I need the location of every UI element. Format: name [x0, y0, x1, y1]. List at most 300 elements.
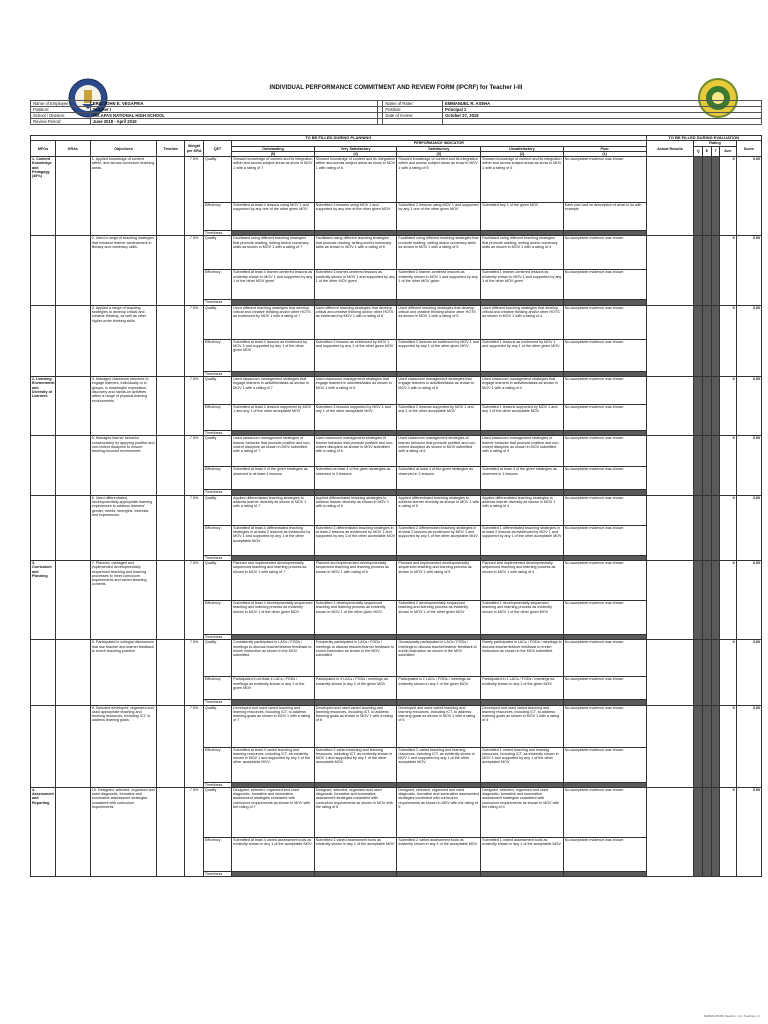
objective-text: 7. Planned, managed and implemented developmentally sequenced teaching and learning processes to meet curriculum requirements and varied teaching contexts.	[90, 560, 156, 639]
rating-ave-cell: 0	[720, 436, 736, 495]
objective-text: 8. Participated in collegial discussions that use teacher and learner feedback to enrich teaching practice	[90, 640, 156, 705]
rating-q-cell[interactable]	[694, 560, 703, 639]
efficiency-indicator-3: Submitted 2 developmentally sequenced teaching and learning process as evidently shown in MOV 1 of the other given MOV	[397, 600, 481, 634]
timeline-cell	[157, 236, 185, 305]
efficiency-indicator-3: Participated in 2 LACs / FGDs / meetings as evidently shown in any 1 of the given MOV	[397, 677, 481, 700]
rating-t-cell[interactable]	[711, 377, 720, 436]
quality-indicator-5: Consistently participated in LACs / FGDs / meetings to discuss teacher/learner feedback to enrich instruction as shown in the MOV submitted	[232, 640, 315, 677]
efficiency-indicator-4: Submitted 3 lessons using MOV 1 and supported by any one of the other given MOV	[314, 203, 397, 231]
efficiency-indicator-4: Submitted 3 learner-centered lessons as evidently shown in MOV 1 and supported by any 1 of the other MOV given	[314, 270, 397, 300]
efficiency-indicator-5: Submitted at least 4 of the given strategies as observed in at least 4 lessons	[232, 467, 315, 490]
quality-indicator-1: No acceptable evidence was shown	[563, 305, 646, 339]
planning-band: TO BE FILLED DURING PLANNING	[31, 136, 647, 141]
efficiency-indicator-2: Submitted 1 varied teaching and learning resources, including ICT, as evidently shown in MOV 1 and supported by any 1 of the other acceptable MOV	[481, 747, 564, 782]
timeliness-label: Timeliness	[203, 371, 231, 376]
efficiency-indicator-2: Submitted 1 lessons supported by MOV 1 and any 1 of the other acceptable MOV	[481, 405, 564, 431]
objective-row-quality	[31, 157, 762, 203]
quality-indicator-5: Planned and implemented developmentally sequenced teaching and learning process as shown in MOV 1 with rating of 7	[232, 560, 315, 600]
col-t: T	[711, 146, 720, 157]
objective-row-quality	[31, 236, 762, 270]
quality-indicator-4: Showed knowledge of content and its integration within and across subject areas as show in MOV 1 with rating of 6	[314, 157, 397, 203]
kra-cell	[56, 236, 91, 305]
efficiency-indicator-2: Submitted 1 lessons as evidenced by MOV 1 and supported by any 1 of the other given MOV	[481, 339, 564, 371]
position-value: Teacher I	[90, 107, 378, 113]
quality-indicator-2: Planned and implemented developmentally sequenced teaching and learning process as shown in MOV 1 with rating of 4	[481, 560, 564, 600]
timeliness-label: Timeliness	[203, 300, 231, 305]
objective-text: 5. Managed learner behavior constructively by applying positive and non-violent discipline to ensure learning-focused environment.	[90, 436, 156, 495]
objective-row-quality	[31, 436, 762, 467]
efficiency-label: Efficiency	[203, 837, 231, 871]
col-weight: Weight per KRA	[185, 141, 203, 157]
quality-indicator-5: Showed knowledge of content and its integration within and across subject areas as show in MOV 1 with a rating of 7	[232, 157, 315, 203]
quality-indicator-1: No acceptable evidence was shown	[563, 436, 646, 467]
efficiency-indicator-5: Submitted at least 4 lessons using MOV 1 and supported by any one of the other given MOV	[232, 203, 315, 231]
efficiency-indicator-2: Submitted 1 varied assessment tools as evidently shown in any 1 of the acceptable MOV	[481, 837, 564, 871]
efficiency-indicator-5: Submitted at least 4 learner-centered lessons as evidently shown in MOV 1 and supported by any 1 of the other MOV given	[232, 270, 315, 300]
efficiency-indicator-3: Submitted 2 lessons as evidenced by MOV 1 and supported by any 1 of the other given MOV	[397, 339, 481, 371]
objective-row-quality	[31, 640, 762, 677]
weight-cell: 7.5%	[185, 157, 203, 236]
objective-text: 10. Designed, selected, organized and used diagnostic, formative and summative assessment strategies consistent with curriculum requirements.	[90, 787, 156, 876]
review-date-label: Date of review:	[383, 113, 443, 119]
quality-indicator-4: Frequently participated in LACs / FGDs / meetings to discuss teacher/learner feedback to enrich instruction as shown in the MOV submitted	[314, 640, 397, 677]
rating-ave-cell: 0	[720, 157, 736, 236]
objective-row-quality	[31, 560, 762, 600]
rating-q-cell[interactable]	[694, 157, 703, 236]
rating-t-cell[interactable]	[711, 787, 720, 876]
kra-cell	[56, 305, 91, 376]
timeline-cell	[157, 305, 185, 376]
quality-indicator-3: Used classroom management strategies that engage learners in activities/tasks as shown in MOV 1 with a rating of 5	[397, 377, 481, 405]
weight-cell: 7.5%	[185, 495, 203, 560]
objective-text: 9. Selected developed, organized and used appropriate teaching and learning resources, including ICT, to address learning goals.	[90, 705, 156, 787]
rating-e-cell[interactable]	[703, 787, 712, 876]
timeliness-label: Timeliness	[203, 555, 231, 560]
score-cell: 0.00	[736, 787, 761, 876]
efficiency-label: Efficiency	[203, 747, 231, 782]
rating-t-cell[interactable]	[711, 560, 720, 639]
actual-results-cell[interactable]	[646, 640, 694, 705]
mfo-cell	[31, 495, 56, 560]
actual-results-cell[interactable]	[646, 236, 694, 305]
quality-indicator-2: Designed, selected, organized and used diagnostic, formative and summative assessment strategies consistent with curriculum requirements as shown in MOV with the rating of 4	[481, 787, 564, 837]
weight-cell: 7.5%	[185, 640, 203, 705]
rating-q-cell[interactable]	[694, 436, 703, 495]
timeline-cell	[157, 705, 185, 787]
employee-info-table	[30, 100, 762, 125]
employee-name: ERIC JOHN E. VEGAFRIA	[90, 101, 378, 107]
timeliness-indicator-cell	[397, 871, 481, 876]
quality-indicator-2: Used classroom management strategies that engage learners in activities/tasks as shown in MOV 1 with a rating of 4	[481, 377, 564, 405]
quality-indicator-2: Used different teaching strategies that develop critical and creative thinking and/or other HOTS as shown in MOV 1 with a rating of 4	[481, 305, 564, 339]
quality-indicator-5: Facilitated using different teaching strategies that promote reading, writing and/or numeracy skills as shown in MOV 1 with a rating of 7	[232, 236, 315, 270]
weight-cell: 7.5%	[185, 305, 203, 376]
col-q: Q	[694, 146, 703, 157]
rating-ave-cell: 0	[720, 236, 736, 305]
rating-t-cell[interactable]	[711, 705, 720, 787]
col-timeline: Timeline	[157, 141, 185, 157]
kra-cell	[56, 560, 91, 639]
timeline-cell	[157, 787, 185, 876]
quality-indicator-5: Developed and used varied teaching and learning resources, including ICT, to address learning goals as shown in MOV 1 with a rating of 7	[232, 705, 315, 747]
rating-q-cell[interactable]	[694, 495, 703, 560]
quality-indicator-1: No acceptable evidence was shown	[563, 560, 646, 600]
mfo-cell: 2. Learning Environment and Diversity of Learners	[31, 377, 56, 436]
rating-ave-cell: 0	[720, 495, 736, 560]
efficiency-indicator-5: Participated in at least 4 LACs / FGDs / meetings as evidently shown in any 1 of the given MOV	[232, 677, 315, 700]
kra-cell	[56, 377, 91, 436]
efficiency-indicator-2: Participated in 1 LACs / FGDs / meetings as evidently shown in any 1 of the given MOV	[481, 677, 564, 700]
school-value: TELAFAS NATIONAL HIGH SCHOOL	[90, 113, 378, 119]
quality-indicator-2: Developed and used varied teaching and learning resources, including ICT, to address learning goals as shown in MOV 1 with a rating of 4	[481, 705, 564, 747]
rating-ave-cell: 0	[720, 787, 736, 876]
efficiency-indicator-1: No acceptable evidence was shown	[563, 270, 646, 300]
col-very-satisfactory: Very Satisfactory	[314, 146, 397, 151]
quality-indicator-1: No acceptable evidence was shown	[563, 495, 646, 525]
quality-indicator-1: No acceptable evidence was shown	[563, 236, 646, 270]
efficiency-indicator-1: Each part had no description of what to do with example	[563, 203, 646, 231]
efficiency-label: Efficiency	[203, 339, 231, 371]
rater-label: Name of Rater:	[383, 101, 443, 107]
rating-e-cell[interactable]	[703, 560, 712, 639]
quality-indicator-5: Applied differentiated teaching strategies to address learner diversity as shown in MOV 1 with a rating of 7	[232, 495, 315, 525]
col-kras: KRAs	[56, 141, 91, 157]
quality-indicator-3: Developed and used varied teaching and learning resources, including ICT, to address learning goals as shown in MOV 1 with a rating of 5	[397, 705, 481, 747]
rating-q-cell[interactable]	[694, 705, 703, 787]
quality-label: Quality	[203, 436, 231, 467]
quality-indicator-1: No acceptable evidence was shown	[563, 787, 646, 837]
col-actual: Actual Results	[646, 141, 694, 157]
rating-q-cell[interactable]	[694, 305, 703, 376]
quality-indicator-2: Used classroom management strategies of learner behavior that promote positive and non-violent discipline as shown in MOV submitted with a rating of 4	[481, 436, 564, 467]
actual-results-cell[interactable]	[646, 157, 694, 236]
efficiency-indicator-4: Submitted 3 lessons as evidenced by MOV 1 and supported by any 1 of the other given MOV	[314, 339, 397, 371]
rater-position-label: Position:	[383, 107, 443, 113]
col-unsatisfactory: Unsatisfactory	[481, 146, 564, 151]
efficiency-indicator-5: Submitted at least 4 developmentally sequenced teaching and learning process as evidently shown in MOV 1 of the other given MOV	[232, 600, 315, 634]
kra-cell	[56, 787, 91, 876]
efficiency-indicator-4: Submitted 3 varied teaching and learning resources, including ICT, as evidently shown in MOV 1 and supported by any 1 of the other acceptable MOV	[314, 747, 397, 782]
quality-label: Quality	[203, 305, 231, 339]
timeline-cell	[157, 436, 185, 495]
timeliness-label: Timeliness	[203, 700, 231, 705]
mfo-cell	[31, 305, 56, 376]
col-e: E	[703, 146, 712, 157]
efficiency-indicator-4: Submitted 3 differentiated teaching strategies in at least 2 lessons as evidenced by MOV 1 and supported by any 1 of the other acceptable MOV	[314, 525, 397, 555]
timeliness-label: Timeliness	[203, 634, 231, 639]
timeliness-label: Timeliness	[203, 231, 231, 236]
school-label: School / Division:	[31, 113, 91, 119]
position-label: Position:	[31, 107, 91, 113]
quality-indicator-4: Planned and implemented developmentally sequenced teaching and learning process as shown in MOV 1 with rating of 6	[314, 560, 397, 600]
employee-label: Name of Employee:	[31, 101, 91, 107]
score-cell: 0.00	[736, 560, 761, 639]
quality-indicator-2: Facilitated using different teaching strategies that promote reading, writing and/or numeracy skills as shown in MOV 1 with a rating of 4	[481, 236, 564, 270]
rating-q-cell[interactable]	[694, 787, 703, 876]
col-very-satisfactory-n: (4)	[314, 151, 397, 156]
timeline-cell	[157, 157, 185, 236]
efficiency-indicator-4: Submitted 3 developmentally sequenced teaching and learning process as evidently shown in MOV 1 of the other given MOV	[314, 600, 397, 634]
efficiency-indicator-3: Submitted at least 4 of the given strategies as observed in 2 lessons	[397, 467, 481, 490]
efficiency-indicator-5: Submitted at least 4 varied teaching and learning resources, including ICT, as evidently shown in MOV 1 and supported by any 1 of the other acceptable MOV	[232, 747, 315, 782]
ipcrf-sheet	[30, 78, 762, 876]
quality-indicator-4: Facilitated using different teaching strategies that promote reading, writing and/or numeracy skills as shown in MOV 1 with a rating of 6	[314, 236, 397, 270]
quality-label: Quality	[203, 377, 231, 405]
rating-t-cell[interactable]	[711, 157, 720, 236]
actual-results-cell[interactable]	[646, 495, 694, 560]
rating-ave-cell: 0	[720, 560, 736, 639]
weight-cell: 7.5%	[185, 436, 203, 495]
objective-text: 1. Applied knowledge of content within, and across curriculum teaching areas.	[90, 157, 156, 236]
quality-indicator-1: No acceptable evidence was shown	[563, 377, 646, 405]
actual-results-cell[interactable]	[646, 560, 694, 639]
objective-row-quality	[31, 377, 762, 405]
efficiency-label: Efficiency	[203, 270, 231, 300]
kra-cell	[56, 157, 91, 236]
rating-ave-cell: 0	[720, 640, 736, 705]
rating-e-cell[interactable]	[703, 157, 712, 236]
quality-label: Quality	[203, 495, 231, 525]
form-title: INDIVIDUAL PERFORMANCE COMMITMENT AND REVIEW FORM (IPCRF) for Teacher I-III	[269, 85, 523, 91]
col-indicator: PERFORMANCE INDICATOR	[232, 141, 646, 146]
efficiency-indicator-1: No acceptable evidence was shown	[563, 339, 646, 371]
efficiency-indicator-4: Submitted 3 varied assessment tools as evidently shown in any 1 of the acceptable MOV	[314, 837, 397, 871]
objective-text: 3. Applied a range of teaching strategies to develop critical and creative thinking, as well as other higher-order thinking skills.	[90, 305, 156, 376]
timeline-cell	[157, 640, 185, 705]
objective-row-quality	[31, 495, 762, 525]
score-cell: 0.00	[736, 436, 761, 495]
efficiency-indicator-5: Submitted at least 4 varied assessment tools as evidently shown in any 1 of the acceptable MOV	[232, 837, 315, 871]
objective-row-quality	[31, 705, 762, 747]
weight-cell: 7.5%	[185, 236, 203, 305]
review-date-value: October 27, 2018	[443, 113, 762, 119]
kra-cell	[56, 436, 91, 495]
efficiency-indicator-2: Submitted 1 differentiated teaching strategies in at least 2 lessons as evidenced by MOV 1 and supported by any 1 of the other acceptable MOV	[481, 525, 564, 555]
quality-indicator-3: Designed, selected, organized and used diagnostic, formative and summative assessment strategies consistent with curriculum requirements as shown in MOV with the rating of 5	[397, 787, 481, 837]
quality-indicator-3: Applied differentiated teaching strategies to address learner diversity as shown in MOV 1 with a rating of 5	[397, 495, 481, 525]
rating-t-cell[interactable]	[711, 640, 720, 705]
weight-cell: 7.5%	[185, 787, 203, 876]
efficiency-indicator-1: No acceptable evidence was shown	[563, 467, 646, 490]
period-value: June 2018 - April 2019	[90, 119, 378, 125]
rating-t-cell[interactable]	[711, 305, 720, 376]
rating-ave-cell: 0	[720, 705, 736, 787]
mfo-cell: 1. Content Knowledge and Pedagogy (45%)	[31, 157, 56, 236]
efficiency-indicator-3: Submitted 2 varied teaching and learning resources, including ICT, as evidently shown in MOV 1 and supported by any 1 of the other acceptable MOV	[397, 747, 481, 782]
weight-cell: 7.5%	[185, 377, 203, 436]
score-cell: 0.00	[736, 305, 761, 376]
efficiency-label: Efficiency	[203, 467, 231, 490]
timeliness-indicator-cell	[314, 871, 397, 876]
quality-label: Quality	[203, 560, 231, 600]
actual-results-cell[interactable]	[646, 436, 694, 495]
ipcrf-table	[30, 135, 762, 877]
timeliness-indicator-cell	[232, 871, 315, 876]
quality-indicator-3: Showed knowledge of content and its integration within and across subject areas as show in MOV 1 with a rating of 5	[397, 157, 481, 203]
rater-position-value: Principal 1	[443, 107, 762, 113]
efficiency-indicator-5: Submitted at least 4 lessons as evidenced by MOV 1 and supported by any 1 of the other given MOV	[232, 339, 315, 371]
efficiency-indicator-1: No acceptable evidence was shown	[563, 600, 646, 634]
efficiency-indicator-1: No acceptable evidence was shown	[563, 747, 646, 782]
mfo-cell	[31, 640, 56, 705]
score-cell: 0.00	[736, 705, 761, 787]
quality-label: Quality	[203, 787, 231, 837]
kra-cell	[56, 640, 91, 705]
rating-e-cell[interactable]	[703, 377, 712, 436]
quality-indicator-4: Developed and used varied teaching and learning resources, including ICT, to address learning goals as shown in MOV 1 with a rating of 6	[314, 705, 397, 747]
quality-label: Quality	[203, 157, 231, 203]
quality-indicator-3: Used different teaching strategies that develop critical and creative thinking and/or other HOTS as shown in MOV 1 with a rating of 5	[397, 305, 481, 339]
efficiency-indicator-2: Submitted 1 learner-centered lessons as evidently shown in MOV 1 and supported by any 1 of the other MOV given	[481, 270, 564, 300]
objective-text: 4. Managed classroom structure to engage learners, individually or in groups, in meaningful exploration, discovery and hands-on activities within a range of physical learning environments.	[90, 377, 156, 436]
quality-indicator-5: Used classroom management strategies that engage learners in activities/tasks as shown in MOV 1 with a rating of 7	[232, 377, 315, 405]
efficiency-indicator-5: Submitted at least 4 differentiated teaching strategies in at least 2 lessons as evidenced by MOV 1 and supported by any 1 of the other acceptable MOV	[232, 525, 315, 555]
quality-label: Quality	[203, 640, 231, 677]
score-cell: 0.00	[736, 495, 761, 560]
weight-cell: 7.5%	[185, 560, 203, 639]
timeliness-label: Timeliness	[203, 490, 231, 495]
efficiency-indicator-1: No acceptable evidence was shown	[563, 405, 646, 431]
efficiency-indicator-3: Submitted 2 lessons supported by MOV 1 and any 1 of the other acceptable MOV	[397, 405, 481, 431]
quality-label: Quality	[203, 236, 231, 270]
efficiency-indicator-2: Submitted at least 4 of the given strategies as observed in 1 lessons	[481, 467, 564, 490]
quality-indicator-3: Occasionally participated in LACs / FGDs / meetings to discuss teacher/learner feedback to enrich instruction as shown in the MOV submitted	[397, 640, 481, 677]
efficiency-indicator-2: Submitted 1 developmentally sequenced teaching and learning process as evidently shown in MOV 1 of the other given MOV	[481, 600, 564, 634]
efficiency-indicator-1: No acceptable evidence was shown	[563, 677, 646, 700]
actual-results-cell[interactable]	[646, 377, 694, 436]
kra-cell	[56, 705, 91, 787]
actual-results-cell[interactable]	[646, 305, 694, 376]
rating-e-cell[interactable]	[703, 305, 712, 376]
timeline-cell	[157, 495, 185, 560]
efficiency-indicator-1: No acceptable evidence was shown	[563, 525, 646, 555]
efficiency-label: Efficiency	[203, 405, 231, 431]
quality-indicator-2: Rarely participated in LACs / FGDs / meetings to discuss teacher/learner feedback to enrich instruction as shown in the MOV submitted.	[481, 640, 564, 677]
col-qet: QET	[203, 141, 231, 157]
timeline-cell	[157, 377, 185, 436]
col-unsatisfactory-n: (2)	[481, 151, 564, 156]
rating-e-cell[interactable]	[703, 436, 712, 495]
rating-ave-cell: 0	[720, 377, 736, 436]
efficiency-indicator-5: Submitted at least 4 lessons supported by MOV 1 and any 1 of the other acceptable MOV	[232, 405, 315, 431]
col-rating: Rating	[694, 141, 736, 146]
efficiency-label: Efficiency	[203, 677, 231, 700]
timeliness-label: Timeliness	[203, 871, 231, 876]
timeliness-label: Timeliness	[203, 782, 231, 787]
efficiency-label: Efficiency	[203, 203, 231, 231]
quality-indicator-4: Used classroom management strategies of learner behavior that promote positive and non-violent discipline as shown in MOV submitted with a rating of 6	[314, 436, 397, 467]
timeliness-indicator-cell	[563, 871, 646, 876]
weight-cell: 7.5%	[185, 705, 203, 787]
efficiency-indicator-2: Submitted any 1 of the given MOV	[481, 203, 564, 231]
quality-indicator-5: Used different teaching strategies that develop critical and creative thinking and/or other HOTS as evidenced by MOV 1 with a rating of 7	[232, 305, 315, 339]
quality-label: Quality	[203, 705, 231, 747]
objective-row-quality	[31, 787, 762, 837]
objective-row-quality	[31, 305, 762, 339]
evaluation-band: TO BE FILLED DURING EVALUATION	[646, 136, 761, 141]
col-objectives: Objectives	[90, 141, 156, 157]
rating-e-cell[interactable]	[703, 495, 712, 560]
score-cell: 0.00	[736, 377, 761, 436]
rating-e-cell[interactable]	[703, 705, 712, 787]
quality-indicator-3: Planned and implemented developmentally sequenced teaching and learning process as shown in MOV 1 with rating of 5	[397, 560, 481, 600]
score-cell: 0.00	[736, 640, 761, 705]
quality-indicator-1: No acceptable evidence was shown	[563, 705, 646, 747]
quality-indicator-4: Designed, selected, organized and used diagnostic, formative and summative assessment strategies consistent with curriculum requirements as shown in MOV with the rating of 6	[314, 787, 397, 837]
rating-ave-cell: 0	[720, 305, 736, 376]
efficiency-indicator-1: No acceptable evidence was shown	[563, 837, 646, 871]
kra-cell	[56, 495, 91, 560]
rating-e-cell[interactable]	[703, 640, 712, 705]
rating-t-cell[interactable]	[711, 495, 720, 560]
col-outstanding: Outstanding	[232, 146, 315, 151]
quality-indicator-5: Used classroom management strategies of learner behavior that promote positive and non-violent discipline as shown in MOV submitted with a rating of 7	[232, 436, 315, 467]
quality-indicator-4: Used classroom management strategies that engage learners in activities/tasks as shown in MOV 1 with a rating of 6	[314, 377, 397, 405]
col-poor-n: (1)	[563, 151, 646, 156]
rating-t-cell[interactable]	[711, 436, 720, 495]
objective-text: 6. Used differentiated, developmentally appropriate learning experiences to address learners' gender, needs, strengths, interests and experiences.	[90, 495, 156, 560]
col-ave: Ave.	[720, 146, 736, 157]
efficiency-indicator-3: Submitted 2 lessons using MOV 1 and supported by any 1 one of the other given MOV	[397, 203, 481, 231]
efficiency-indicator-3: Submitted 2 differentiated teaching strategies in at least 2 lessons as evidenced by MOV 1 and supported by any 1 of the other acceptable MOV	[397, 525, 481, 555]
rating-q-cell[interactable]	[694, 236, 703, 305]
quality-indicator-2: Showed knowledge of content and its integration within and across subject areas as show in MOV 1 with a rating of 4	[481, 157, 564, 203]
quality-indicator-1: No acceptable evidence was shown	[563, 157, 646, 203]
efficiency-label: Efficiency	[203, 600, 231, 634]
efficiency-label: Efficiency	[203, 525, 231, 555]
efficiency-indicator-3: Submitted 2 learner-centered lessons as evidently shown in MOV 1 and supported by any 1 of the other MOV given	[397, 270, 481, 300]
col-satisfactory: Satisfactory	[397, 146, 481, 151]
quality-indicator-3: Facilitated using different teaching strategies that promote reading, writing and/or numeracy skills as shown in MOV 1 with a rating of 5	[397, 236, 481, 270]
efficiency-indicator-4: Participated in 3 LACs / FGDs / meetings as evidently shown in any 1 of the given MOV	[314, 677, 397, 700]
quality-indicator-3: Used classroom management strategies of learner behavior that promote positive and non-violent discipline as shown in MOV submitted with a rating of 5	[397, 436, 481, 467]
col-score: Score	[736, 141, 761, 157]
mfo-cell: 4. Assessment and Reporting	[31, 787, 56, 876]
efficiency-indicator-4: Submitted at least 4 of the given strategies as observed in 3 lessons	[314, 467, 397, 490]
rating-q-cell[interactable]	[694, 377, 703, 436]
timeliness-indicator-cell	[481, 871, 564, 876]
actual-results-cell[interactable]	[646, 787, 694, 876]
mfo-cell	[31, 236, 56, 305]
score-cell: 0.00	[736, 236, 761, 305]
col-satisfactory-n: (3)	[397, 151, 481, 156]
mfo-cell	[31, 436, 56, 495]
rating-q-cell[interactable]	[694, 640, 703, 705]
col-outstanding-n: (5)	[232, 151, 315, 156]
quality-indicator-1: No acceptable evidence was shown	[563, 640, 646, 677]
timeline-cell	[157, 560, 185, 639]
efficiency-indicator-4: Submitted 3 lessons supported by MOV 1 and any 1 of the other acceptable MOV	[314, 405, 397, 431]
col-poor: Poor	[563, 146, 646, 151]
mfo-cell	[31, 705, 56, 787]
quality-indicator-5: Designed, selected, organized and used diagnostic, formative and summative assessment strategies consistent with curriculum requirements as shown in MOV with the rating of 7	[232, 787, 315, 837]
page-footer: DEPED-IPCRF-Teacher - For Teachers | 1	[703, 1014, 760, 1018]
timeliness-label: Timeliness	[203, 431, 231, 436]
period-label: Review Period:	[31, 119, 91, 125]
actual-results-cell[interactable]	[646, 705, 694, 787]
quality-indicator-4: Applied differentiated teaching strategies to address learner diversity as shown in MOV 1 with a rating of 6	[314, 495, 397, 525]
score-cell: 0.00	[736, 157, 761, 236]
quality-indicator-4: Used different teaching strategies that develop critical and creative thinking and/or other HOTS as evidenced by MOV 1 with a rating of 6	[314, 305, 397, 339]
rating-e-cell[interactable]	[703, 236, 712, 305]
rater-name: EMMANUEL R. ASEHA	[443, 101, 762, 107]
rating-t-cell[interactable]	[711, 236, 720, 305]
col-mfos: MFOs	[31, 141, 56, 157]
efficiency-indicator-3: Submitted 2 varied assessment tools as evidently shown in any 1 of the acceptable MOV	[397, 837, 481, 871]
objective-text: 2. Used a range of teaching strategies that enhance learner achievement in literacy and numeracy skills.	[90, 236, 156, 305]
quality-indicator-2: Applied differentiated teaching strategies to address learner diversity as shown in MOV 1 with a rating of 4	[481, 495, 564, 525]
mfo-cell: 3. Curriculum and Planning	[31, 560, 56, 639]
